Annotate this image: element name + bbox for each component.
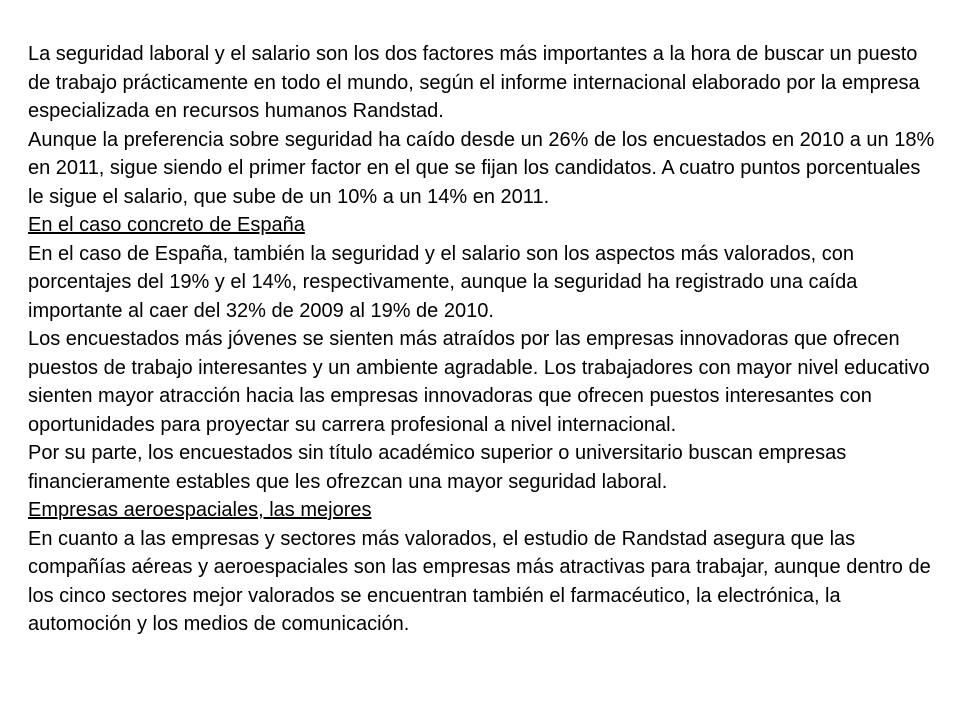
paragraph-young-respondents: Los encuestados más jóvenes se sienten más atraídos por las empresas innovadoras que ofrecen puestos de trabajo interesantes y un ambiente agradable. Los trabajadores con mayor nivel educativo sienten mayor atracción hacia las empresas innovadoras que ofrecen puestos interesantes con oportunidades para proyectar su carrera profesional a nivel internacional. [28,328,930,436]
paragraph-no-degree: Por su parte, los encuestados sin título académico superior o universitario buscan empresas financieramente estables que les ofrezcan una mayor seguridad laboral. [28,442,847,493]
paragraph-preference: Aunque la preferencia sobre seguridad ha caído desde un 26% de los encuestados en 2010 a un 18% en 2011, sigue siendo el primer factor en el que se fijan los candidatos. A cuatro puntos porcentuales le sigue el salario, que sube de un 10% a un 14% en 2011. [28,128,935,208]
document-body [28,40,936,639]
paragraph-spain: En el caso de España, también la seguridad y el salario son los aspectos más valorados, con porcentajes del 19% y el 14%, respectivamente, aunque la seguridad ha registrado una caída importante al caer del 32% de 2009 al 19% de 2010. [28,242,858,322]
section-heading-spain: En el caso concreto de España [28,214,305,236]
paragraph-intro: La seguridad laboral y el salario son los dos factores más importantes a la hora de buscar un puesto de trabajo prácticamente en todo el mundo, según el informe internacional elaborado por la empresa especializada en recursos humanos Randstad. [28,43,920,122]
section-heading-aerospace: Empresas aeroespaciales, las mejores [28,499,372,521]
paragraph-sectors: En cuanto a las empresas y sectores más valorados, el estudio de Randstad asegura que las compañías aéreas y aeroespaciales son las empresas más atractivas para trabajar, aunque dentro de los cinco sectores mejor valorados se encuentran también el farmacéutico, la electrónica, la automoción y los medios de comunicación. [28,527,931,635]
